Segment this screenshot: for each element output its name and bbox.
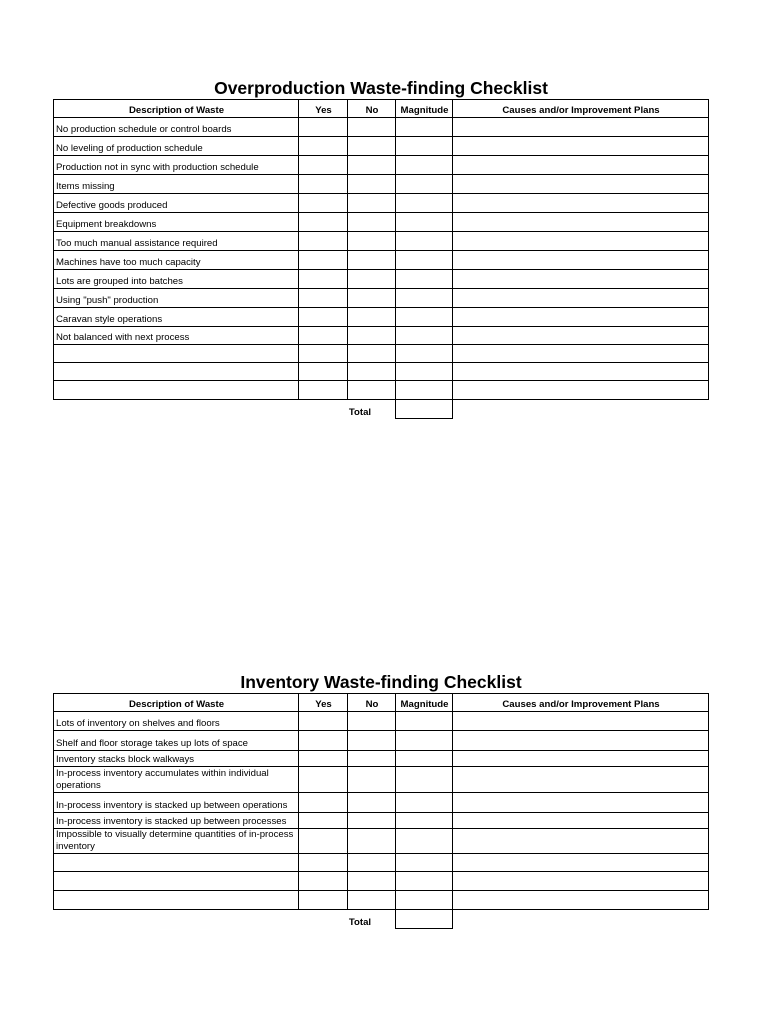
magnitude-cell xyxy=(396,381,453,399)
causes-cell xyxy=(453,270,709,288)
magnitude-cell xyxy=(396,213,453,231)
waste-description: Machines have too much capacity xyxy=(54,251,299,269)
waste-description xyxy=(54,381,299,399)
waste-description: Items missing xyxy=(54,175,299,193)
causes-cell xyxy=(453,308,709,326)
waste-description: Impossible to visually determine quantities of in-process inventory xyxy=(54,829,299,853)
yes-cell xyxy=(299,213,348,231)
causes-cell xyxy=(453,381,709,399)
checklist-title: Inventory Waste-finding Checklist xyxy=(240,672,522,692)
waste-description: Caravan style operations xyxy=(54,308,299,326)
waste-description xyxy=(54,872,299,890)
no-cell xyxy=(348,345,396,362)
no-cell xyxy=(348,156,396,174)
checklist-row xyxy=(54,712,709,731)
column-header-description: Description of Waste xyxy=(54,100,299,117)
checklist-row xyxy=(54,751,709,767)
magnitude-cell xyxy=(396,793,453,812)
column-header-yes: Yes xyxy=(299,100,348,117)
waste-description: Defective goods produced xyxy=(54,194,299,212)
causes-cell xyxy=(453,829,709,853)
magnitude-cell xyxy=(396,194,453,212)
no-cell xyxy=(348,118,396,136)
magnitude-cell xyxy=(396,270,453,288)
yes-cell xyxy=(299,137,348,155)
causes-cell xyxy=(453,712,709,730)
inventory-checklist xyxy=(53,672,709,929)
magnitude-cell xyxy=(396,156,453,174)
yes-cell xyxy=(299,712,348,730)
yes-cell xyxy=(299,793,348,812)
causes-cell xyxy=(453,891,709,909)
causes-cell xyxy=(453,363,709,380)
column-header-magnitude: Magnitude xyxy=(396,100,453,117)
waste-description: No production schedule or control boards xyxy=(54,118,299,136)
checklist-title: Overproduction Waste-finding Checklist xyxy=(214,78,548,98)
causes-cell xyxy=(453,213,709,231)
no-cell xyxy=(348,813,396,828)
column-header-causes: Causes and/or Improvement Plans xyxy=(453,100,709,117)
checklist-row xyxy=(54,156,709,175)
checklist-row xyxy=(54,232,709,251)
waste-description: In-process inventory accumulates within individual operations xyxy=(54,767,299,792)
yes-cell xyxy=(299,118,348,136)
yes-cell xyxy=(299,327,348,344)
checklist-row xyxy=(54,289,709,308)
waste-description: Inventory stacks block walkways xyxy=(54,751,299,766)
magnitude-cell xyxy=(396,712,453,730)
no-cell xyxy=(348,731,396,750)
checklist-row xyxy=(54,793,709,813)
yes-cell xyxy=(299,829,348,853)
causes-cell xyxy=(453,345,709,362)
no-cell xyxy=(348,213,396,231)
checklist-row xyxy=(54,137,709,156)
causes-cell xyxy=(453,327,709,344)
yes-cell xyxy=(299,813,348,828)
waste-description: In-process inventory is stacked up between processes xyxy=(54,813,299,828)
no-cell xyxy=(348,232,396,250)
magnitude-cell xyxy=(396,345,453,362)
causes-cell xyxy=(453,751,709,766)
magnitude-cell xyxy=(396,175,453,193)
magnitude-cell xyxy=(396,813,453,828)
magnitude-cell xyxy=(396,289,453,307)
causes-cell xyxy=(453,232,709,250)
magnitude-cell xyxy=(396,891,453,909)
no-cell xyxy=(348,137,396,155)
no-cell xyxy=(348,270,396,288)
checklist-row xyxy=(54,327,709,345)
magnitude-cell xyxy=(396,327,453,344)
no-cell xyxy=(348,289,396,307)
yes-cell xyxy=(299,345,348,362)
waste-description: No leveling of production schedule xyxy=(54,137,299,155)
causes-cell xyxy=(453,137,709,155)
yes-cell xyxy=(299,891,348,909)
checklist-row xyxy=(54,731,709,751)
waste-description xyxy=(54,345,299,362)
waste-description xyxy=(54,363,299,380)
causes-cell xyxy=(453,767,709,792)
checklist-row xyxy=(54,175,709,194)
yes-cell xyxy=(299,751,348,766)
waste-description: Production not in sync with production schedule xyxy=(54,156,299,174)
total-label: Total xyxy=(348,916,372,928)
checklist-row xyxy=(54,345,709,363)
total-row xyxy=(53,910,709,929)
causes-cell xyxy=(453,793,709,812)
yes-cell xyxy=(299,194,348,212)
causes-cell xyxy=(453,251,709,269)
checklist-row xyxy=(54,767,709,793)
no-cell xyxy=(348,175,396,193)
no-cell xyxy=(348,327,396,344)
magnitude-cell xyxy=(396,363,453,380)
no-cell xyxy=(348,308,396,326)
magnitude-cell xyxy=(396,308,453,326)
yes-cell xyxy=(299,232,348,250)
total-box xyxy=(395,400,453,419)
overproduction-checklist xyxy=(53,78,709,419)
waste-description: Lots are grouped into batches xyxy=(54,270,299,288)
checklist-row xyxy=(54,381,709,400)
no-cell xyxy=(348,712,396,730)
causes-cell xyxy=(453,175,709,193)
column-header-yes: Yes xyxy=(299,694,348,711)
waste-description: Equipment breakdowns xyxy=(54,213,299,231)
column-header-no: No xyxy=(348,100,396,117)
waste-description: Using "push" production xyxy=(54,289,299,307)
column-header-magnitude: Magnitude xyxy=(396,694,453,711)
waste-description xyxy=(54,854,299,871)
total-box xyxy=(395,910,453,929)
checklist-row xyxy=(54,854,709,872)
causes-cell xyxy=(453,194,709,212)
yes-cell xyxy=(299,731,348,750)
no-cell xyxy=(348,251,396,269)
checklist-table xyxy=(53,693,709,910)
magnitude-cell xyxy=(396,137,453,155)
checklist-row xyxy=(54,270,709,289)
waste-description: Shelf and floor storage takes up lots of space xyxy=(54,731,299,750)
causes-cell xyxy=(453,731,709,750)
magnitude-cell xyxy=(396,829,453,853)
causes-cell xyxy=(453,118,709,136)
checklist-row xyxy=(54,213,709,232)
yes-cell xyxy=(299,175,348,193)
causes-cell xyxy=(453,813,709,828)
magnitude-cell xyxy=(396,118,453,136)
column-header-causes: Causes and/or Improvement Plans xyxy=(453,694,709,711)
waste-description: In-process inventory is stacked up between operations xyxy=(54,793,299,812)
no-cell xyxy=(348,872,396,890)
yes-cell xyxy=(299,854,348,871)
yes-cell xyxy=(299,251,348,269)
checklist-table xyxy=(53,99,709,400)
column-header-description: Description of Waste xyxy=(54,694,299,711)
no-cell xyxy=(348,767,396,792)
checklist-row xyxy=(54,194,709,213)
no-cell xyxy=(348,194,396,212)
checklist-row xyxy=(54,891,709,910)
no-cell xyxy=(348,829,396,853)
causes-cell xyxy=(453,854,709,871)
yes-cell xyxy=(299,381,348,399)
yes-cell xyxy=(299,767,348,792)
checklist-row xyxy=(54,872,709,891)
magnitude-cell xyxy=(396,232,453,250)
waste-description xyxy=(54,891,299,909)
yes-cell xyxy=(299,289,348,307)
checklist-row xyxy=(54,308,709,327)
magnitude-cell xyxy=(396,251,453,269)
yes-cell xyxy=(299,363,348,380)
magnitude-cell xyxy=(396,872,453,890)
header-row xyxy=(54,100,709,118)
checklist-row xyxy=(54,118,709,137)
yes-cell xyxy=(299,270,348,288)
checklist-row xyxy=(54,363,709,381)
column-header-no: No xyxy=(348,694,396,711)
causes-cell xyxy=(453,872,709,890)
header-row xyxy=(54,694,709,712)
causes-cell xyxy=(453,289,709,307)
checklist-row xyxy=(54,829,709,854)
magnitude-cell xyxy=(396,731,453,750)
waste-description: Not balanced with next process xyxy=(54,327,299,344)
magnitude-cell xyxy=(396,767,453,792)
waste-description: Too much manual assistance required xyxy=(54,232,299,250)
no-cell xyxy=(348,891,396,909)
no-cell xyxy=(348,363,396,380)
checklist-row xyxy=(54,251,709,270)
causes-cell xyxy=(453,156,709,174)
no-cell xyxy=(348,793,396,812)
magnitude-cell xyxy=(396,854,453,871)
total-label: Total xyxy=(348,406,372,418)
checklist-row xyxy=(54,813,709,829)
no-cell xyxy=(348,751,396,766)
yes-cell xyxy=(299,308,348,326)
no-cell xyxy=(348,854,396,871)
total-row xyxy=(53,400,709,419)
yes-cell xyxy=(299,872,348,890)
waste-description: Lots of inventory on shelves and floors xyxy=(54,712,299,730)
no-cell xyxy=(348,381,396,399)
yes-cell xyxy=(299,156,348,174)
magnitude-cell xyxy=(396,751,453,766)
